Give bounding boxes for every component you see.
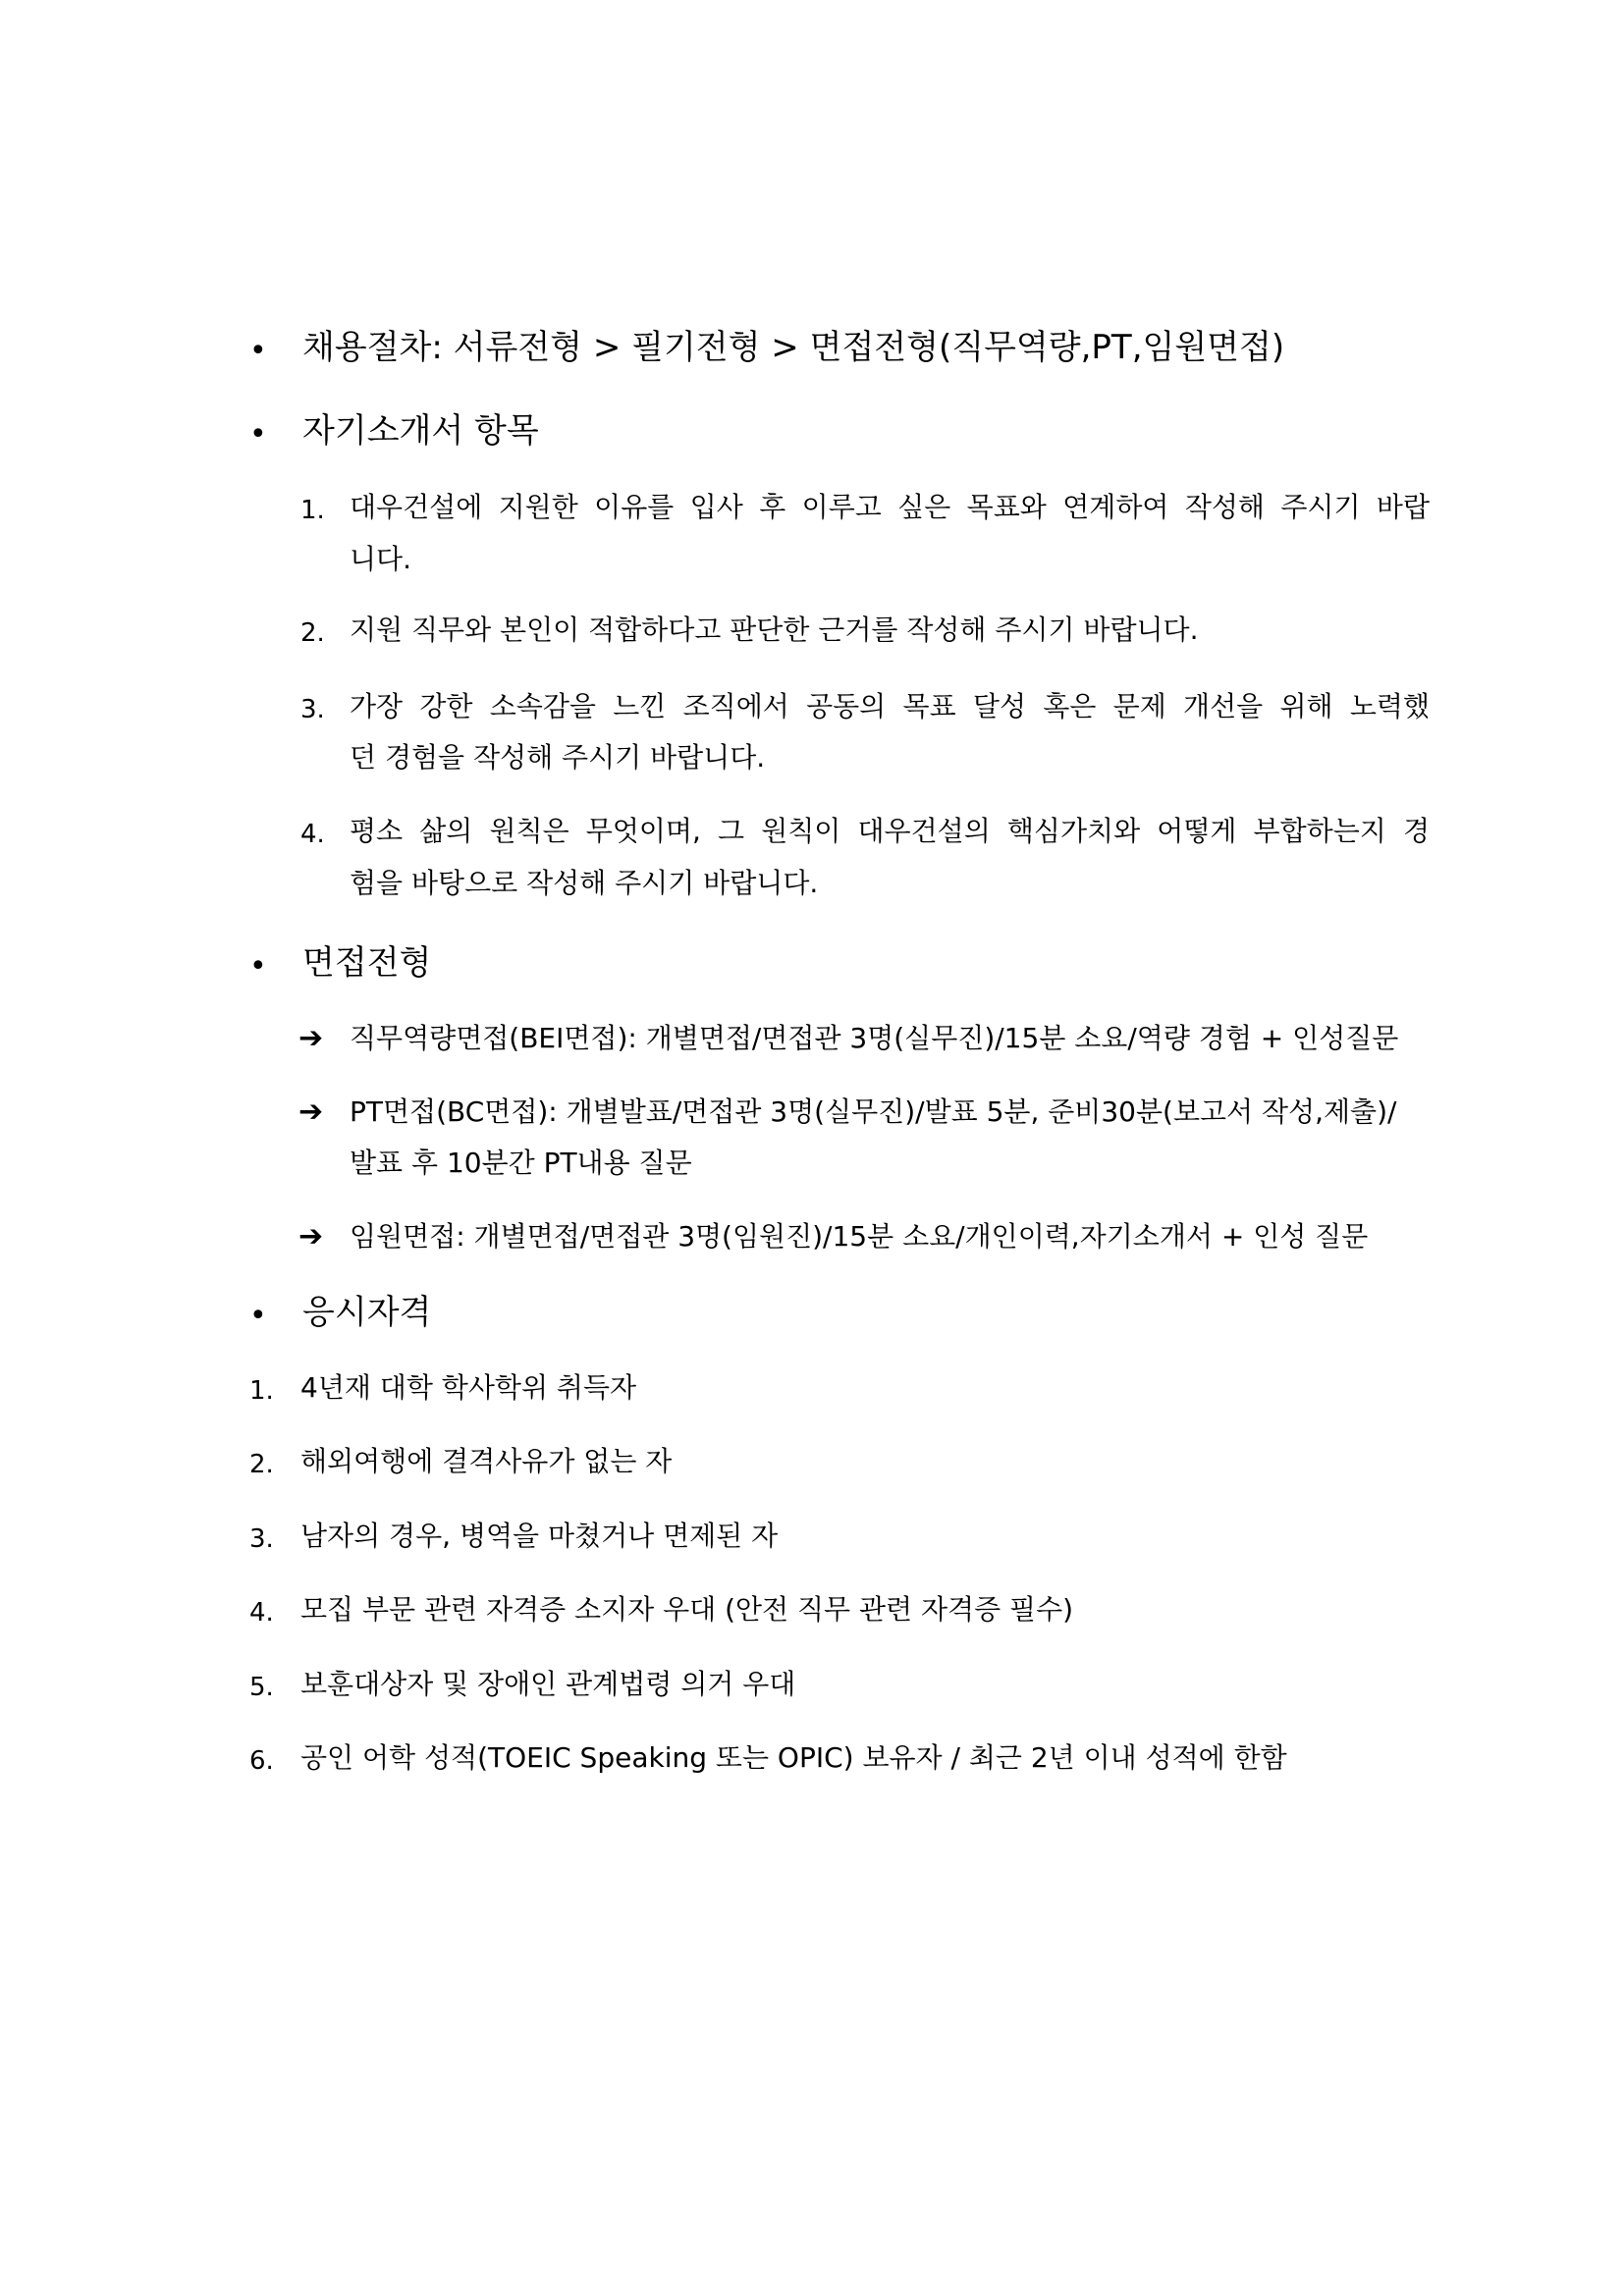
item-text-line1: 대우건설에 지원한 이유를 입사 후 이루고 싶은 목표와 연계하여 작성해 주시기 바랍	[350, 491, 1430, 523]
item-number: 4.	[300, 820, 325, 849]
item-number: 1.	[300, 496, 325, 525]
item-text: 공인 어학 성적(TOEIC Speaking 또는 OPIC) 보유자 / 최근 2년 이내 성적에 한함	[300, 1741, 1287, 1774]
item-number: 2.	[300, 618, 325, 648]
item-number: 1.	[249, 1376, 274, 1406]
item-text: 보훈대상자 및 장애인 관계법령 의거 우대	[300, 1668, 796, 1700]
item-text-line1: PT면접(BC면접): 개별발표/면접관 3명(실무진)/발표 5분, 준비30분(보고서 작성,제출)/	[350, 1095, 1397, 1128]
item-number: 3.	[300, 695, 325, 724]
item-text-line1: 지원 직무와 본인이 적합하다고 판단한 근거를 작성해 주시기 바랍니다.	[350, 614, 1199, 646]
item-number: 4.	[249, 1598, 274, 1628]
process-text: 채용절차: 서류전형 > 필기전형 > 면접전형(직무역량,PT,임원면접)	[302, 328, 1285, 367]
item-number: 3.	[249, 1524, 274, 1554]
arrow-right-icon: ➔	[298, 1219, 324, 1254]
item-text: 남자의 경우, 병역을 마쳤거나 면제된 자	[300, 1520, 779, 1552]
essay-heading: 자기소개서 항목	[302, 411, 539, 451]
item-number: 2.	[249, 1450, 274, 1479]
item-text: 해외여행에 결격사유가 없는 자	[300, 1445, 673, 1477]
item-number: 6.	[249, 1746, 274, 1776]
interview-heading: 면접전형	[302, 943, 432, 983]
item-text-line2: 던 경험을 작성해 주시기 바랍니다.	[350, 741, 766, 774]
item-text-line1: 직무역량면접(BEI면접): 개별면접/면접관 3명(실무진)/15분 소요/역량 경험 + 인성질문	[350, 1022, 1399, 1054]
item-text-line2: 니다.	[350, 543, 411, 575]
arrow-right-icon: ➔	[298, 1095, 324, 1129]
arrow-right-icon: ➔	[298, 1021, 324, 1055]
item-text: 모집 부문 관련 자격증 소지자 우대 (안전 직무 관련 자격증 필수)	[300, 1593, 1074, 1626]
qualifications-heading: 응시자격	[302, 1293, 432, 1332]
item-text: 4년재 대학 학사학위 취득자	[300, 1371, 637, 1404]
item-text-line1: 임원면접: 개별면접/면접관 3명(임원진)/15분 소요/개인이력,자기소개서 + 인성 질문	[350, 1220, 1369, 1253]
bullet-icon: •	[249, 334, 267, 368]
bullet-icon: •	[249, 1299, 267, 1333]
bullet-icon: •	[249, 417, 267, 452]
item-text-line2: 험을 바탕으로 작성해 주시기 바랍니다.	[350, 867, 819, 899]
item-number: 5.	[249, 1673, 274, 1702]
item-text-line2: 발표 후 10분간 PT내용 질문	[350, 1147, 692, 1179]
item-text-line1: 평소 삶의 원칙은 무엇이며, 그 원칙이 대우건설의 핵심가치와 어떻게 부합하는지 경	[350, 815, 1430, 847]
bullet-icon: •	[249, 949, 267, 984]
item-text-line1: 가장 강한 소속감을 느낀 조직에서 공동의 목표 달성 혹은 문제 개선을 위해 노력했	[350, 690, 1430, 722]
